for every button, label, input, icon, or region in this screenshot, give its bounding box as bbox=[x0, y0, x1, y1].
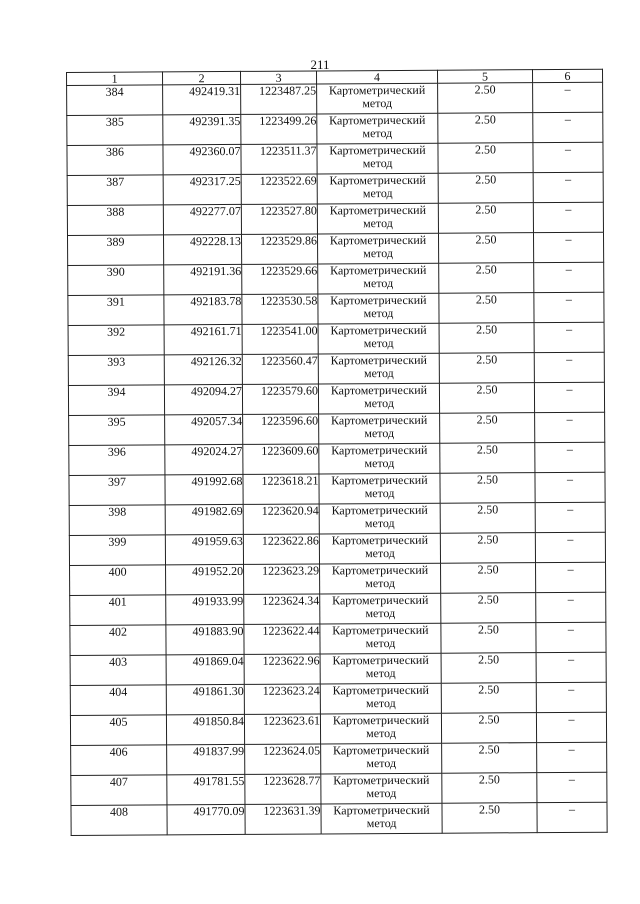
method-cell: Картометрический метод bbox=[319, 473, 440, 504]
point-number-cell: 389 bbox=[67, 235, 163, 266]
table-row bbox=[69, 532, 605, 565]
y-coordinate-cell: 1223522.69 bbox=[241, 174, 317, 204]
point-number-cell: 408 bbox=[71, 805, 167, 836]
table-row bbox=[70, 562, 606, 595]
y-coordinate-cell: 1223618.21 bbox=[243, 474, 319, 504]
x-coordinate-cell: 491781.55 bbox=[167, 774, 245, 804]
description-cell: – bbox=[536, 562, 606, 592]
y-coordinate-cell: 1223624.05 bbox=[245, 744, 321, 774]
x-coordinate-cell: 492057.34 bbox=[165, 414, 243, 444]
coordinates-table bbox=[66, 69, 608, 836]
point-number-cell: 385 bbox=[67, 115, 163, 146]
description-cell: – bbox=[537, 742, 607, 772]
table-row bbox=[69, 442, 605, 475]
description-cell: – bbox=[535, 472, 605, 502]
point-number-cell: 402 bbox=[70, 625, 166, 656]
method-cell: Картометрический метод bbox=[319, 443, 440, 474]
accuracy-cell: 2.50 bbox=[440, 473, 535, 504]
method-cell: Картометрический метод bbox=[320, 623, 441, 654]
y-coordinate-cell: 1223622.44 bbox=[244, 624, 320, 654]
point-number-cell: 392 bbox=[68, 325, 164, 356]
description-cell: – bbox=[533, 172, 603, 202]
method-cell: Картометрический метод bbox=[318, 293, 439, 324]
accuracy-cell: 2.50 bbox=[440, 443, 535, 474]
point-number-cell: 387 bbox=[67, 175, 163, 206]
table-row bbox=[69, 412, 605, 445]
description-cell: – bbox=[536, 652, 606, 682]
point-number-cell: 395 bbox=[69, 415, 165, 446]
method-cell: Картометрический метод bbox=[318, 383, 439, 414]
method-cell: Картометрический метод bbox=[317, 143, 438, 174]
accuracy-cell: 2.50 bbox=[442, 803, 537, 834]
accuracy-cell: 2.50 bbox=[438, 83, 533, 114]
method-cell: Картометрический метод bbox=[317, 83, 438, 114]
x-coordinate-cell: 491982.69 bbox=[165, 504, 243, 534]
column-header: 2 bbox=[163, 71, 241, 84]
accuracy-cell: 2.50 bbox=[440, 503, 535, 534]
table-row bbox=[70, 682, 606, 715]
method-cell: Картометрический метод bbox=[317, 203, 438, 234]
column-header: 5 bbox=[437, 70, 532, 84]
table-row bbox=[70, 712, 606, 745]
description-cell: – bbox=[537, 802, 607, 832]
accuracy-cell: 2.50 bbox=[442, 773, 537, 804]
table-row bbox=[71, 802, 607, 835]
x-coordinate-cell: 491861.30 bbox=[166, 684, 244, 714]
x-coordinate-cell: 491850.84 bbox=[166, 714, 244, 744]
accuracy-cell: 2.50 bbox=[441, 593, 536, 624]
accuracy-cell: 2.50 bbox=[442, 743, 537, 774]
accuracy-cell: 2.50 bbox=[438, 203, 533, 234]
point-number-cell: 386 bbox=[67, 145, 163, 176]
y-coordinate-cell: 1223596.60 bbox=[243, 414, 319, 444]
accuracy-cell: 2.50 bbox=[440, 533, 535, 564]
point-number-cell: 397 bbox=[69, 475, 165, 506]
y-coordinate-cell: 1223529.86 bbox=[241, 234, 317, 264]
point-number-cell: 390 bbox=[68, 265, 164, 296]
method-cell: Картометрический метод bbox=[321, 743, 442, 774]
table-row bbox=[67, 142, 603, 175]
description-cell: – bbox=[534, 352, 604, 382]
method-cell: Картометрический метод bbox=[318, 263, 439, 294]
accuracy-cell: 2.50 bbox=[439, 293, 534, 324]
method-cell: Картометрический метод bbox=[320, 653, 441, 684]
table-row bbox=[67, 202, 603, 235]
y-coordinate-cell: 1223623.24 bbox=[244, 684, 320, 714]
description-cell: – bbox=[533, 202, 603, 232]
y-coordinate-cell: 1223560.47 bbox=[242, 354, 318, 384]
accuracy-cell: 2.50 bbox=[439, 263, 534, 294]
description-cell: – bbox=[534, 292, 604, 322]
accuracy-cell: 2.50 bbox=[441, 563, 536, 594]
method-cell: Картометрический метод bbox=[317, 113, 438, 144]
point-number-cell: 399 bbox=[69, 535, 165, 566]
y-coordinate-cell: 1223541.00 bbox=[242, 324, 318, 354]
x-coordinate-cell: 491992.68 bbox=[165, 474, 243, 504]
point-number-cell: 404 bbox=[70, 685, 166, 716]
column-header: 3 bbox=[240, 71, 316, 84]
x-coordinate-cell: 492094.27 bbox=[164, 384, 242, 414]
point-number-cell: 401 bbox=[70, 595, 166, 626]
x-coordinate-cell: 492191.36 bbox=[164, 264, 242, 294]
method-cell: Картометрический метод bbox=[321, 803, 442, 834]
table-row bbox=[69, 472, 605, 505]
method-cell: Картометрический метод bbox=[318, 353, 439, 384]
x-coordinate-cell: 492360.07 bbox=[163, 144, 241, 174]
description-cell: – bbox=[536, 622, 606, 652]
x-coordinate-cell: 492277.07 bbox=[163, 204, 241, 234]
y-coordinate-cell: 1223511.37 bbox=[241, 144, 317, 174]
table-row bbox=[67, 232, 603, 265]
accuracy-cell: 2.50 bbox=[441, 683, 536, 714]
point-number-cell: 396 bbox=[69, 445, 165, 476]
page-number: 211 bbox=[310, 57, 330, 72]
x-coordinate-cell: 491883.90 bbox=[166, 624, 244, 654]
point-number-cell: 403 bbox=[70, 655, 166, 686]
table-row bbox=[68, 322, 604, 355]
table-row bbox=[69, 502, 605, 535]
y-coordinate-cell: 1223529.66 bbox=[242, 264, 318, 294]
table-row bbox=[68, 352, 604, 385]
y-coordinate-cell: 1223487.25 bbox=[241, 84, 317, 114]
point-number-cell: 400 bbox=[70, 565, 166, 596]
table-row bbox=[68, 262, 604, 295]
description-cell: – bbox=[535, 502, 605, 532]
description-cell: – bbox=[534, 262, 604, 292]
x-coordinate-cell: 491770.09 bbox=[167, 804, 245, 834]
x-coordinate-cell: 491837.99 bbox=[167, 744, 245, 774]
point-number-cell: 388 bbox=[67, 205, 163, 236]
description-cell: – bbox=[534, 322, 604, 352]
column-header: 1 bbox=[67, 72, 163, 86]
y-coordinate-cell: 1223622.96 bbox=[244, 654, 320, 684]
description-cell: – bbox=[533, 232, 603, 262]
description-cell: – bbox=[535, 412, 605, 442]
y-coordinate-cell: 1223579.60 bbox=[242, 384, 318, 414]
point-number-cell: 384 bbox=[67, 85, 163, 116]
table-row bbox=[67, 112, 603, 145]
description-cell: – bbox=[533, 112, 603, 142]
table-row bbox=[67, 82, 603, 115]
method-cell: Картометрический метод bbox=[317, 173, 438, 204]
description-cell: – bbox=[536, 682, 606, 712]
point-number-cell: 405 bbox=[70, 715, 166, 746]
x-coordinate-cell: 492126.32 bbox=[164, 354, 242, 384]
method-cell: Картометрический метод bbox=[317, 233, 438, 264]
accuracy-cell: 2.50 bbox=[439, 383, 534, 414]
description-cell: – bbox=[535, 532, 605, 562]
column-header: 4 bbox=[316, 70, 437, 84]
accuracy-cell: 2.50 bbox=[438, 173, 533, 204]
table-row bbox=[68, 292, 604, 325]
method-cell: Картометрический метод bbox=[320, 563, 441, 594]
point-number-cell: 394 bbox=[68, 385, 164, 416]
x-coordinate-cell: 492419.31 bbox=[163, 84, 241, 114]
accuracy-cell: 2.50 bbox=[441, 653, 536, 684]
x-coordinate-cell: 492317.25 bbox=[163, 174, 241, 204]
table-row bbox=[70, 652, 606, 685]
accuracy-cell: 2.50 bbox=[441, 623, 536, 654]
accuracy-cell: 2.50 bbox=[439, 353, 534, 384]
description-cell: – bbox=[533, 142, 603, 172]
x-coordinate-cell: 492161.71 bbox=[164, 324, 242, 354]
column-header: 6 bbox=[532, 69, 602, 82]
description-cell: – bbox=[534, 382, 604, 412]
description-cell: – bbox=[537, 772, 607, 802]
accuracy-cell: 2.50 bbox=[439, 323, 534, 354]
table-row bbox=[68, 382, 604, 415]
point-number-cell: 407 bbox=[71, 775, 167, 806]
description-cell: – bbox=[536, 712, 606, 742]
point-number-cell: 391 bbox=[68, 295, 164, 326]
y-coordinate-cell: 1223623.29 bbox=[244, 564, 320, 594]
method-cell: Картометрический метод bbox=[319, 533, 440, 564]
method-cell: Картометрический метод bbox=[321, 773, 442, 804]
x-coordinate-cell: 492228.13 bbox=[163, 234, 241, 264]
y-coordinate-cell: 1223623.61 bbox=[244, 714, 320, 744]
y-coordinate-cell: 1223628.77 bbox=[245, 774, 321, 804]
table-row bbox=[70, 622, 606, 655]
accuracy-cell: 2.50 bbox=[438, 113, 533, 144]
table-row bbox=[71, 772, 607, 805]
method-cell: Картометрический метод bbox=[319, 413, 440, 444]
y-coordinate-cell: 1223622.86 bbox=[243, 534, 319, 564]
point-number-cell: 393 bbox=[68, 355, 164, 386]
x-coordinate-cell: 492391.35 bbox=[163, 114, 241, 144]
description-cell: – bbox=[536, 592, 606, 622]
y-coordinate-cell: 1223620.94 bbox=[243, 504, 319, 534]
point-number-cell: 398 bbox=[69, 505, 165, 536]
y-coordinate-cell: 1223631.39 bbox=[245, 804, 321, 834]
table-row bbox=[67, 172, 603, 205]
x-coordinate-cell: 491959.63 bbox=[165, 534, 243, 564]
y-coordinate-cell: 1223527.80 bbox=[241, 204, 317, 234]
table-row bbox=[71, 742, 607, 775]
table-body bbox=[67, 82, 608, 835]
accuracy-cell: 2.50 bbox=[438, 233, 533, 264]
method-cell: Картометрический метод bbox=[319, 503, 440, 534]
x-coordinate-cell: 492183.78 bbox=[164, 294, 242, 324]
method-cell: Картометрический метод bbox=[320, 683, 441, 714]
point-number-cell: 406 bbox=[71, 745, 167, 776]
description-cell: – bbox=[535, 442, 605, 472]
y-coordinate-cell: 1223624.34 bbox=[244, 594, 320, 624]
y-coordinate-cell: 1223530.58 bbox=[242, 294, 318, 324]
x-coordinate-cell: 491933.99 bbox=[166, 594, 244, 624]
table-row bbox=[70, 592, 606, 625]
y-coordinate-cell: 1223609.60 bbox=[243, 444, 319, 474]
accuracy-cell: 2.50 bbox=[438, 143, 533, 174]
description-cell: – bbox=[533, 82, 603, 112]
x-coordinate-cell: 491952.20 bbox=[166, 564, 244, 594]
method-cell: Картометрический метод bbox=[318, 323, 439, 354]
accuracy-cell: 2.50 bbox=[440, 413, 535, 444]
method-cell: Картометрический метод bbox=[320, 593, 441, 624]
x-coordinate-cell: 492024.27 bbox=[165, 444, 243, 474]
method-cell: Картометрический метод bbox=[320, 713, 441, 744]
y-coordinate-cell: 1223499.26 bbox=[241, 114, 317, 144]
x-coordinate-cell: 491869.04 bbox=[166, 654, 244, 684]
accuracy-cell: 2.50 bbox=[441, 713, 536, 744]
